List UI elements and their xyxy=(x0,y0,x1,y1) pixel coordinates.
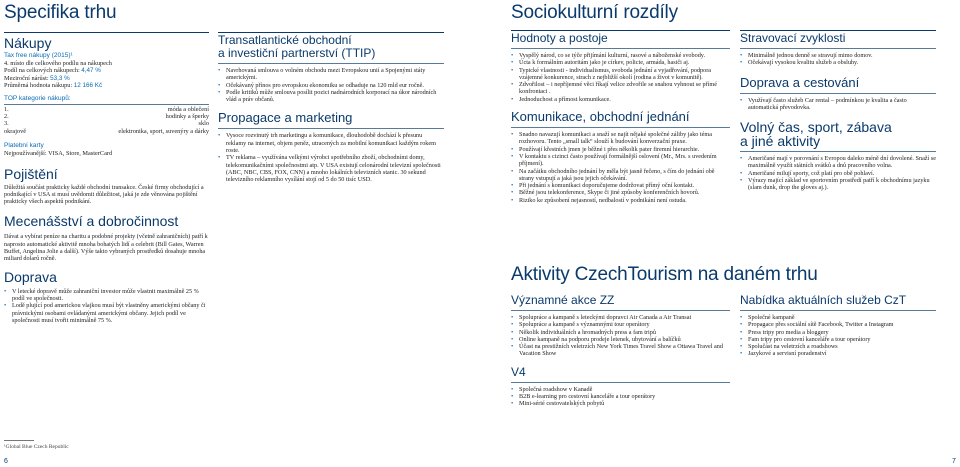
stravovaci-list xyxy=(740,52,936,67)
column-stravovaci xyxy=(740,32,936,192)
list-item: • Účast na prestižních veletrzích New York Times Travel Show a Ottawa Travel and Vacation Show xyxy=(511,343,730,358)
section-heading-volny-cas-2: a jiné aktivity xyxy=(740,133,821,150)
list-item: • Výrazy mající základ ve sportovním prostředí patří k obchodnímu jazyku (slam dunk, drop the gloves aj.). xyxy=(740,177,936,192)
divider xyxy=(740,151,936,152)
list-item: • Američané mají v porovnání s Evropou daleko méně dní dovolené. Snaží se maximálně využít státních svátků a dnů pracovního volna. xyxy=(740,155,936,170)
list-item: • Očekávají vysokou kvalitu služeb a obsluhy. xyxy=(740,59,936,66)
list-item: • Na začátku obchodního jednání by měla být jasně řečeno, s čím do jednání obě strany vstupují a jaká jsou jejich očekávání. xyxy=(511,168,730,183)
list-item: • Spolupráce a kampaně s leteckými dopravci Air Canada a Air Transat xyxy=(511,314,730,321)
divider xyxy=(740,48,936,49)
payment-cards-heading: Platební karty xyxy=(4,142,44,150)
list-item: • Fam tripy pro cestovní kanceláře a tour operátory xyxy=(740,336,936,343)
column-ttip xyxy=(218,34,444,184)
page-title-sociokulturni: Sociokulturní rozdíly xyxy=(511,2,678,23)
divider xyxy=(511,382,730,383)
section-heading-v4: V4 xyxy=(511,364,526,379)
column-hodnoty xyxy=(511,32,730,204)
list-item: • Američané milují sporty, což platí pro obě pohlaví. xyxy=(740,170,936,177)
section-heading-nakupy: Nákupy xyxy=(4,35,52,51)
top-categories-heading: TOP kategorie nákupů: xyxy=(4,94,71,102)
list-item: • V kontaktu s cizinci často používají formálnější oslovení (Mr., Mrs. s uvedením příjmení). xyxy=(511,153,730,168)
divider xyxy=(4,104,209,105)
list-item: • Propagace přes sociální sítě Facebook, Twitter a Instagram xyxy=(740,321,936,328)
divider xyxy=(511,127,730,128)
section-heading-pojisteni: Pojištění xyxy=(4,165,58,182)
vyznamne-list xyxy=(511,314,730,358)
list-item: • Spolučást na veletrzích a roadshows xyxy=(740,343,936,350)
section-heading-ttip-2: a investiční partnerství (TTIP) xyxy=(218,46,376,60)
list-item: • Zdvořilost – i nepříjemné věci říkají velice zdvořile se snahou vyhnout se přímé konfrontaci . xyxy=(511,81,730,96)
section-heading-volny-cas: Volný čas, sport, zábava xyxy=(740,119,892,136)
list-item: • Několik individuálních a hromadných press a fam tripů xyxy=(511,329,730,336)
list-item: • Typické vlastnosti - individualismus, svoboda jednání a vyjadřování, podpora vzájemné konkurence, strach z nejbližší okolí (rodina a život v komunitě). xyxy=(511,67,730,82)
section-heading-propagace: Propagace a marketing xyxy=(218,110,353,126)
mecenasstvi-text: Dávat a vybírat peníze na charitu a podobné projekty (včetně zahraničních) patří k naprosto automatické aktivitě mnoha bohatých lidí a celebrit (Bill Gates, Warren Buffet, Angelina Jolie a další). Výše takto vybraných prostředků dosahuje mnoha miliard dolarů ročně. xyxy=(4,233,208,263)
section-heading-mecenasstvi: Mecenášství a dobročinnost xyxy=(4,213,179,230)
list-item: • TV reklama – využívána velkými výrobci spotřebního zboží, obchodními domy, telekomunikačními společnostmi atp. V USA existují celonárodní televizní společnosti (ABC, NBC, CBS, FOX, CNN) a mnoho lokálních televizních stanic. 30 sekund televizního reklamního vysílání stojí od 5 do 50 tisíc USD. xyxy=(218,154,444,183)
divider xyxy=(218,128,444,129)
pojisteni-text: Důležitá součást prakticky každé obchodní transakce. České firmy obchodující a podnikající v USA si musí uvědomit důležitost, jaká je zde věnována pojištění prakticky všech aspektů podnikání. xyxy=(4,183,204,206)
section-heading-hodnoty: Hodnoty a postoje xyxy=(511,31,608,45)
v4-list xyxy=(511,386,730,408)
divider xyxy=(740,310,936,311)
tax-free-line: Podíl na celkových nákupech: 4,47 % xyxy=(4,67,101,75)
payment-cards-text: Nejpoužívanější: VISA, Store, MasterCard xyxy=(4,150,113,158)
list-item: • Běžné jsou telekonference, Skype či jiné způsoby konferenčních hovorů. xyxy=(511,189,730,196)
right-page xyxy=(480,0,960,467)
divider xyxy=(218,63,444,64)
section-heading-stravovaci: Stravovací zvyklosti xyxy=(740,31,846,45)
list-item: • Snadno navazují komunikaci a snaží se najít nějaké společné záliby jako téma rozhovoru. Tento „small talk“ slouží k budování konverzační praxe. xyxy=(511,131,730,146)
list-item: • B2B e-learning pro cestovní kanceláře a tour operátory xyxy=(511,393,730,400)
tax-free-line: 4. místo dle celkového podílu na nákupech xyxy=(4,60,112,67)
list-item: • Online kampaně na podporu prodeje letenek, ubytování a balíčků xyxy=(511,336,730,343)
section-heading-doprava: Doprava xyxy=(4,268,57,285)
list-item: • Používají křestních jmen je běžné i přes několik pater firemní hierarchie. xyxy=(511,146,730,153)
list-item: • Navrhovaná smlouva o volném obchodu mezi Evropskou unií a Spojenými státy americkými. xyxy=(218,67,444,82)
section-heading-komunikace: Komunikace, obchodní jednání xyxy=(511,109,690,125)
category-row: 1. móda a oblečení xyxy=(4,105,209,113)
list-item: • Společné kampaně xyxy=(740,314,936,321)
list-item: • Využívají často služeb Car rental – podmínkou je kvalita a často automatická převodovka. xyxy=(740,97,936,112)
page-number-left: 6 xyxy=(4,458,8,465)
list-item: • Press tripy pro media a bloggery xyxy=(740,329,936,336)
komunikace-list xyxy=(511,131,730,204)
list-item: • V letecké dopravě může zahraniční investor může vlastnit maximálně 25 % podíl ve společnosti. xyxy=(4,288,209,303)
section-heading-vyznamne: Významné akce ZZ xyxy=(511,293,615,307)
section-heading-aktivity: Aktivity CzechTourism na daném trhu xyxy=(511,264,818,285)
footnote: ¹Global Blue Czech Republic xyxy=(4,444,69,450)
list-item: • Minimálně jednou denně se stravují mimo domov. xyxy=(740,52,936,59)
doprava-cestovani-list xyxy=(740,97,936,112)
tax-free-line: Průměrná hodnota nákupu: 12 166 Kč xyxy=(4,82,103,90)
list-item: • Vysoce rozvinutý trh marketingu a komunikace, dlouhodobě dochází k přesunu reklamy na internet, objem peněz, utracených za mobilní komunikaci každým rokem roste. xyxy=(218,132,444,154)
list-item: • Podle kritiků může smlouva posílit pozici nadnárodních korporací na úkor národních vlád a práv občanů. xyxy=(218,89,444,104)
list-item: • Mini-sérié cestovatelských pobytů xyxy=(511,400,730,407)
list-item: • Jednoduchost a přímost komunikace. xyxy=(511,96,730,103)
list-item: • Riziko ke způsobení nejasností, nedbalostí v podnikání není ostuda. xyxy=(511,197,730,204)
section-heading-ttip: Transatlantické obchodní xyxy=(218,33,352,47)
list-item: • Lodě plující pod americkou vlajkou musí být vlastněny americkými občany či právnickými osobami ovládanými americkými občany. Jejich podíl ve společnosti musí tvořit minimálně 75 %. xyxy=(4,302,209,324)
list-item: • Spolupráce a kampaně s významnými tour operátory xyxy=(511,321,730,328)
column-nabidka xyxy=(740,294,936,358)
category-row: okrajově elektronika, sport, suvenýry a dárky xyxy=(4,127,209,135)
tax-free-heading: Tax free nákupy (2015)¹ xyxy=(4,52,73,59)
list-item: • Očekávaný přínos pro evropskou ekonomiku se odhaduje na 120 mld eur ročně. xyxy=(218,82,444,89)
list-item: • Společná roadshow v Kanadě xyxy=(511,386,730,393)
doprava-list xyxy=(4,288,209,324)
hodnoty-list xyxy=(511,52,730,103)
list-item: • Jazykové a servisní poradenství xyxy=(740,350,936,357)
nabidka-list xyxy=(740,314,936,358)
category-row: 2. hodinky a šperky xyxy=(4,113,209,121)
section-rule xyxy=(740,30,936,31)
section-rule xyxy=(218,32,444,33)
category-row: 3. sklo xyxy=(4,120,209,128)
divider xyxy=(511,310,730,311)
footnote-rule xyxy=(4,440,34,441)
volny-cas-list xyxy=(740,155,936,191)
section-rule xyxy=(4,32,209,33)
section-rule xyxy=(511,30,730,31)
list-item: • Úcta k formálním autoritám jako je církev, policie, armáda, hasiči aj. xyxy=(511,59,730,66)
propagace-list xyxy=(218,132,444,183)
list-item: • Při jednání s komunikaci doporučujeme dodržovat přímý oční kontakt. xyxy=(511,182,730,189)
section-heading-nabidka: Nabídka aktuálních služeb CzT xyxy=(740,293,907,307)
divider xyxy=(511,48,730,49)
page-title-specifika: Specifika trhu xyxy=(4,2,117,23)
list-item: • Vyspělý národ, co se týče přijímání kulturní, rasové a náboženské svobody. xyxy=(511,52,730,59)
page-number-right: 7 xyxy=(952,458,956,465)
column-nakupy xyxy=(4,36,209,324)
section-heading-doprava-cestovani: Doprava a cestování xyxy=(740,74,860,90)
column-vyznamne-akce xyxy=(511,294,730,408)
tax-free-line: Meziroční nárůst: 53,3 % xyxy=(4,74,70,82)
divider xyxy=(740,93,936,94)
ttip-list xyxy=(218,67,444,103)
